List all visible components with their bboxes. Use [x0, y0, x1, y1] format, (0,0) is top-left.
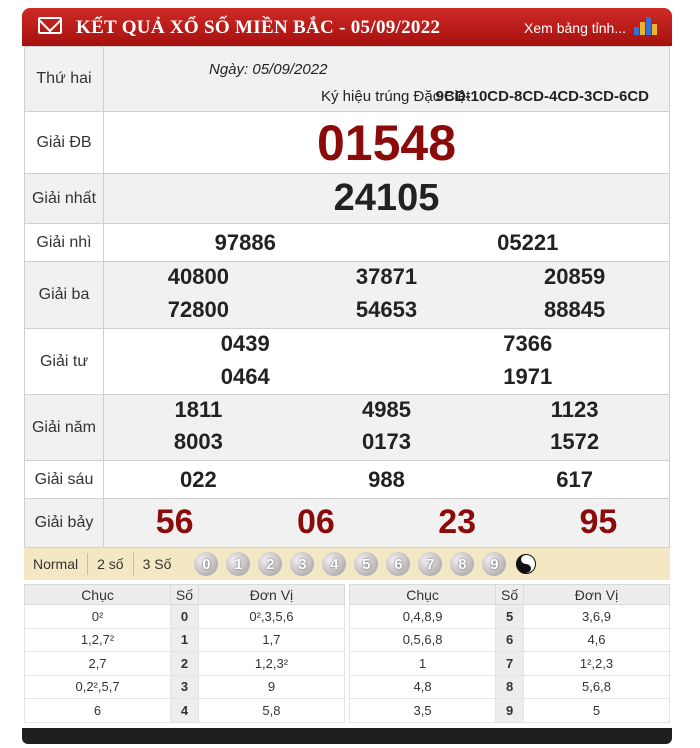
prize-number: 0439 — [220, 331, 270, 356]
donvi-cell: 0²,3,5,6 — [198, 605, 344, 629]
prize-label: Giải nhất — [25, 174, 104, 223]
table-row — [25, 675, 345, 699]
digit-ball-5[interactable]: 5 — [354, 552, 378, 576]
envelope-icon — [38, 17, 62, 34]
prize-number: 0173 — [362, 429, 411, 454]
prize-number: 54653 — [355, 297, 418, 322]
prize-number: 88845 — [544, 297, 606, 322]
prize-number: 72800 — [167, 297, 229, 322]
so-cell: 2 — [171, 652, 199, 676]
table-row — [350, 675, 670, 699]
table-row — [350, 652, 670, 676]
prize-number: 40800 — [167, 264, 229, 289]
donvi-cell: 5 — [523, 699, 669, 723]
prize-row-ba — [25, 262, 669, 329]
donvi-cell: 1,7 — [198, 628, 344, 652]
prize-label: Giải năm — [25, 395, 104, 460]
table-row — [25, 605, 345, 629]
table-row — [350, 605, 670, 629]
so-cell: 4 — [171, 699, 199, 723]
loto-table-left — [24, 584, 345, 723]
prize-number: 022 — [179, 467, 217, 492]
bar-chart-icon[interactable] — [634, 15, 658, 35]
prize-number: 23 — [438, 503, 477, 541]
digit-ball-9[interactable]: 9 — [482, 552, 506, 576]
prize-label: Giải nhì — [25, 224, 104, 261]
page-title: KẾT QUẢ XỔ SỐ MIỀN BẮC - 05/09/2022 — [76, 17, 441, 38]
prize-number: 617 — [556, 467, 593, 492]
yin-yang-icon[interactable] — [516, 554, 536, 574]
table-row — [25, 628, 345, 652]
prize-number: 988 — [368, 467, 405, 492]
chuc-cell: 6 — [25, 699, 171, 723]
view-toolbar — [24, 548, 670, 580]
prize-number: 20859 — [544, 264, 606, 289]
chuc-cell: 1,2,7² — [25, 628, 171, 652]
prize-number: 95 — [579, 503, 618, 541]
table-row — [25, 652, 345, 676]
chuc-cell: 4,8 — [350, 675, 496, 699]
prize-label: Giải sáu — [25, 461, 104, 498]
prize-row-tu — [25, 329, 669, 395]
digit-ball-2[interactable]: 2 — [258, 552, 282, 576]
province-table-link[interactable]: Xem bảng tỉnh... — [524, 20, 626, 36]
prize-row-nhat — [25, 174, 669, 224]
so-cell: 0 — [171, 605, 199, 629]
loto-tables — [24, 584, 670, 723]
so-cell: 5 — [496, 605, 524, 629]
prize-row-nhi — [25, 224, 669, 262]
special-prize-number: 01548 — [316, 115, 457, 171]
column-header: Đơn Vị — [523, 585, 669, 605]
donvi-cell: 1²,2,3 — [523, 652, 669, 676]
digit-ball-1[interactable]: 1 — [226, 552, 250, 576]
so-cell: 3 — [171, 675, 199, 699]
chuc-cell: 0² — [25, 605, 171, 629]
so-cell: 7 — [496, 652, 524, 676]
so-cell: 8 — [496, 675, 524, 699]
so-cell: 9 — [496, 699, 524, 723]
digit-ball-7[interactable]: 7 — [418, 552, 442, 576]
donvi-cell: 9 — [198, 675, 344, 699]
prize-number: 97886 — [214, 230, 276, 255]
loto-table-right — [349, 584, 670, 723]
donvi-cell: 5,8 — [198, 699, 344, 723]
column-header: Chục — [350, 585, 496, 605]
column-header: Chục — [25, 585, 171, 605]
prize-label: Giải ba — [25, 262, 104, 328]
so-cell: 1 — [171, 628, 199, 652]
prize-label: Giải bảy — [25, 499, 104, 547]
prize-number: 05221 — [497, 230, 559, 255]
donvi-cell: 1,2,3² — [198, 652, 344, 676]
results-panel — [22, 0, 672, 748]
column-header: Số — [496, 585, 524, 605]
prize-number: 06 — [296, 503, 335, 541]
chuc-cell: 2,7 — [25, 652, 171, 676]
chuc-cell: 0,5,6,8 — [350, 628, 496, 652]
prize-number: 1123 — [550, 397, 599, 422]
tab-3-so[interactable]: 3 Số — [142, 556, 172, 572]
results-table — [24, 46, 670, 548]
info-row — [25, 47, 669, 112]
column-header: Số — [171, 585, 199, 605]
donvi-cell: 4,6 — [523, 628, 669, 652]
prize-row-sau — [25, 461, 669, 499]
donvi-cell: 5,6,8 — [523, 675, 669, 699]
prize-number: 7366 — [503, 331, 553, 356]
chuc-cell: 0,2²,5,7 — [25, 675, 171, 699]
column-header: Đơn Vị — [198, 585, 344, 605]
table-row — [25, 699, 345, 723]
donvi-cell: 3,6,9 — [523, 605, 669, 629]
digit-ball-8[interactable]: 8 — [450, 552, 474, 576]
chuc-cell: 1 — [350, 652, 496, 676]
table-row — [350, 699, 670, 723]
panel-footer — [22, 728, 672, 744]
digit-ball-3[interactable]: 3 — [290, 552, 314, 576]
prize-row-bay — [25, 499, 669, 547]
tab-normal[interactable]: Normal — [24, 553, 88, 575]
special-code: 9CD-10CD-8CD-4CD-3CD-6CD — [435, 88, 649, 105]
chuc-cell: 0,4,8,9 — [350, 605, 496, 629]
so-cell: 6 — [496, 628, 524, 652]
prize-number: 1811 — [174, 397, 223, 422]
prize-row-nam — [25, 395, 669, 461]
digit-ball-6[interactable]: 6 — [386, 552, 410, 576]
tab-2-so[interactable]: 2 số — [88, 553, 133, 575]
prize-number: 0464 — [220, 364, 270, 389]
first-prize-number: 24105 — [333, 177, 440, 219]
prize-number: 1572 — [550, 429, 600, 454]
prize-label: Giải ĐB — [25, 112, 104, 173]
prize-number: 1971 — [503, 364, 553, 389]
prize-label: Giải tư — [25, 329, 104, 394]
digit-ball-0[interactable]: 0 — [194, 552, 218, 576]
weekday-label: Thứ hai — [25, 47, 104, 111]
chuc-cell: 3,5 — [350, 699, 496, 723]
prize-number: 56 — [155, 503, 194, 541]
digit-filter — [194, 552, 536, 576]
special-code-label: Ký hiệu trúng Đặc Biệt: — [321, 88, 475, 105]
digit-ball-4[interactable]: 4 — [322, 552, 346, 576]
prize-row-db — [25, 112, 669, 174]
prize-number: 8003 — [173, 429, 223, 454]
prize-number: 4985 — [362, 397, 411, 422]
draw-date: Ngày: 05/09/2022 — [209, 61, 328, 78]
prize-number: 37871 — [355, 264, 418, 289]
table-row — [350, 628, 670, 652]
panel-header — [22, 8, 672, 46]
